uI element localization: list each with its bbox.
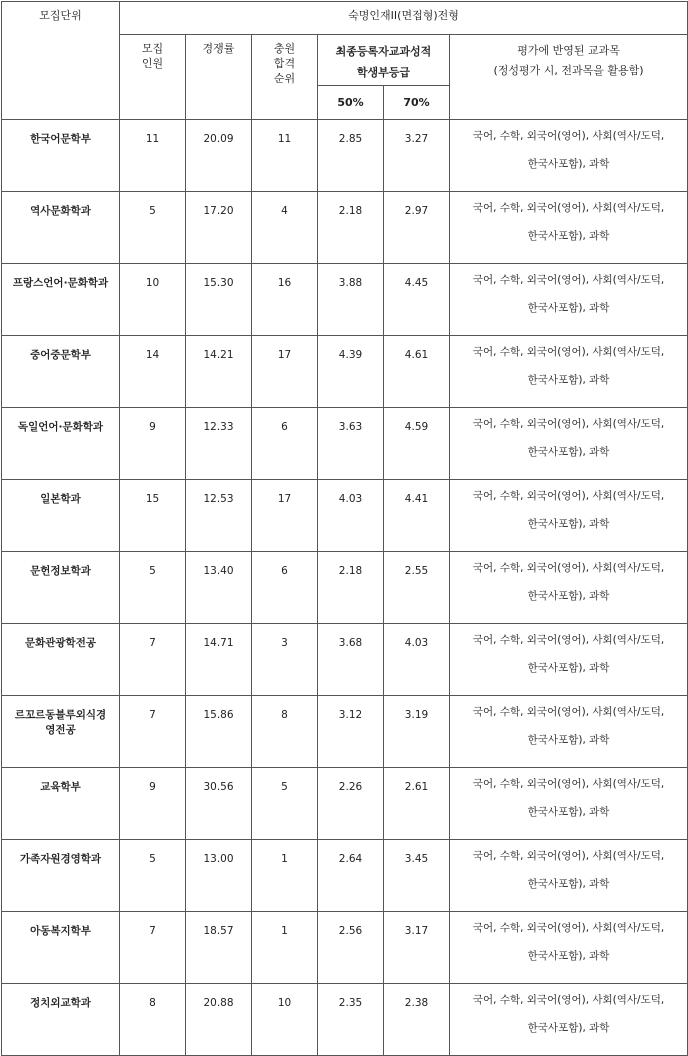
header-p70: 70% [384,86,450,120]
table-row [2,264,688,336]
cell-capacity: 9 [120,408,186,480]
cell-p70: 3.17 [384,912,450,984]
table-row [2,912,688,984]
table-row [2,336,688,408]
table-row [2,984,688,1056]
cell-waitlist: 11 [252,120,318,192]
cell-competition: 15.86 [186,696,252,768]
cell-p50: 2.56 [318,912,384,984]
table-row [2,192,688,264]
header-competition: 경쟁률 [186,35,252,120]
cell-p50: 4.39 [318,336,384,408]
cell-capacity: 7 [120,912,186,984]
cell-capacity: 7 [120,624,186,696]
cell-subjects: 국어, 수학, 외국어(영어), 사회(역사/도덕, 한국사포함), 과학 [450,768,688,840]
cell-unit: 아동복지학부 [2,912,120,984]
cell-waitlist: 6 [252,408,318,480]
cell-p70: 3.27 [384,120,450,192]
cell-competition: 12.33 [186,408,252,480]
cell-subjects: 국어, 수학, 외국어(영어), 사회(역사/도덕, 한국사포함), 과학 [450,696,688,768]
cell-unit: 일본학과 [2,480,120,552]
cell-waitlist: 4 [252,192,318,264]
cell-p70: 2.97 [384,192,450,264]
cell-p50: 3.88 [318,264,384,336]
cell-subjects: 국어, 수학, 외국어(영어), 사회(역사/도덕, 한국사포함), 과학 [450,984,688,1056]
table-row [2,624,688,696]
cell-p70: 2.61 [384,768,450,840]
cell-waitlist: 17 [252,336,318,408]
table-row [2,408,688,480]
cell-competition: 18.57 [186,912,252,984]
header-grade-title: 최종등록자교과성적 학생부등급 [318,35,450,86]
cell-unit: 역사문화학과 [2,192,120,264]
cell-p50: 3.63 [318,408,384,480]
table-row [2,840,688,912]
cell-p50: 2.64 [318,840,384,912]
cell-subjects: 국어, 수학, 외국어(영어), 사회(역사/도덕, 한국사포함), 과학 [450,192,688,264]
cell-capacity: 14 [120,336,186,408]
cell-p70: 3.19 [384,696,450,768]
cell-competition: 30.56 [186,768,252,840]
cell-p50: 2.18 [318,192,384,264]
table-row [2,120,688,192]
cell-waitlist: 5 [252,768,318,840]
cell-unit: 교육학부 [2,768,120,840]
cell-capacity: 7 [120,696,186,768]
header-capacity: 모집 인원 [120,35,186,120]
cell-capacity: 5 [120,192,186,264]
header-unit: 모집단위 [2,2,120,120]
cell-unit: 중어중문학부 [2,336,120,408]
cell-capacity: 5 [120,840,186,912]
cell-waitlist: 1 [252,912,318,984]
cell-subjects: 국어, 수학, 외국어(영어), 사회(역사/도덕, 한국사포함), 과학 [450,624,688,696]
cell-subjects: 국어, 수학, 외국어(영어), 사회(역사/도덕, 한국사포함), 과학 [450,480,688,552]
cell-subjects: 국어, 수학, 외국어(영어), 사회(역사/도덕, 한국사포함), 과학 [450,120,688,192]
table-row [2,480,688,552]
cell-p70: 4.45 [384,264,450,336]
cell-competition: 17.20 [186,192,252,264]
cell-subjects: 국어, 수학, 외국어(영어), 사회(역사/도덕, 한국사포함), 과학 [450,912,688,984]
cell-waitlist: 6 [252,552,318,624]
cell-p70: 2.55 [384,552,450,624]
cell-p50: 3.68 [318,624,384,696]
header-p50: 50% [318,86,384,120]
table-row [2,552,688,624]
cell-p50: 2.85 [318,120,384,192]
cell-p50: 2.26 [318,768,384,840]
cell-competition: 14.71 [186,624,252,696]
cell-p70: 4.03 [384,624,450,696]
cell-capacity: 10 [120,264,186,336]
cell-p50: 2.35 [318,984,384,1056]
cell-competition: 20.88 [186,984,252,1056]
cell-waitlist: 10 [252,984,318,1056]
cell-unit: 문헌정보학과 [2,552,120,624]
cell-capacity: 8 [120,984,186,1056]
cell-waitlist: 3 [252,624,318,696]
cell-capacity: 11 [120,120,186,192]
cell-unit: 한국어문학부 [2,120,120,192]
cell-unit: 정치외교학과 [2,984,120,1056]
table-body [2,120,688,1056]
cell-competition: 12.53 [186,480,252,552]
cell-capacity: 5 [120,552,186,624]
cell-unit: 프랑스언어·문화학과 [2,264,120,336]
cell-p50: 2.18 [318,552,384,624]
header-program: 숙명인재II(면접형)전형 [120,2,688,35]
cell-subjects: 국어, 수학, 외국어(영어), 사회(역사/도덕, 한국사포함), 과학 [450,408,688,480]
cell-p50: 4.03 [318,480,384,552]
cell-unit: 문화관광학전공 [2,624,120,696]
cell-waitlist: 17 [252,480,318,552]
cell-waitlist: 1 [252,840,318,912]
cell-subjects: 국어, 수학, 외국어(영어), 사회(역사/도덕, 한국사포함), 과학 [450,552,688,624]
cell-unit: 가족자원경영학과 [2,840,120,912]
cell-competition: 15.30 [186,264,252,336]
header-subjects: 평가에 반영된 교과목 (정성평가 시, 전과목을 활용함) [450,35,688,120]
cell-competition: 13.00 [186,840,252,912]
cell-subjects: 국어, 수학, 외국어(영어), 사회(역사/도덕, 한국사포함), 과학 [450,336,688,408]
cell-p70: 4.41 [384,480,450,552]
cell-p70: 2.38 [384,984,450,1056]
cell-competition: 20.09 [186,120,252,192]
table-row [2,696,688,768]
cell-competition: 14.21 [186,336,252,408]
cell-unit: 르꼬르동블루외식경 영전공 [2,696,120,768]
cell-p50: 3.12 [318,696,384,768]
table-row [2,768,688,840]
cell-competition: 13.40 [186,552,252,624]
cell-p70: 3.45 [384,840,450,912]
cell-waitlist: 16 [252,264,318,336]
cell-subjects: 국어, 수학, 외국어(영어), 사회(역사/도덕, 한국사포함), 과학 [450,840,688,912]
cell-p70: 4.59 [384,408,450,480]
cell-capacity: 15 [120,480,186,552]
cell-unit: 독일언어·문화학과 [2,408,120,480]
cell-waitlist: 8 [252,696,318,768]
header-waitlist: 충원 합격 순위 [252,35,318,120]
admission-results-table [1,1,688,1056]
cell-capacity: 9 [120,768,186,840]
cell-subjects: 국어, 수학, 외국어(영어), 사회(역사/도덕, 한국사포함), 과학 [450,264,688,336]
cell-p70: 4.61 [384,336,450,408]
